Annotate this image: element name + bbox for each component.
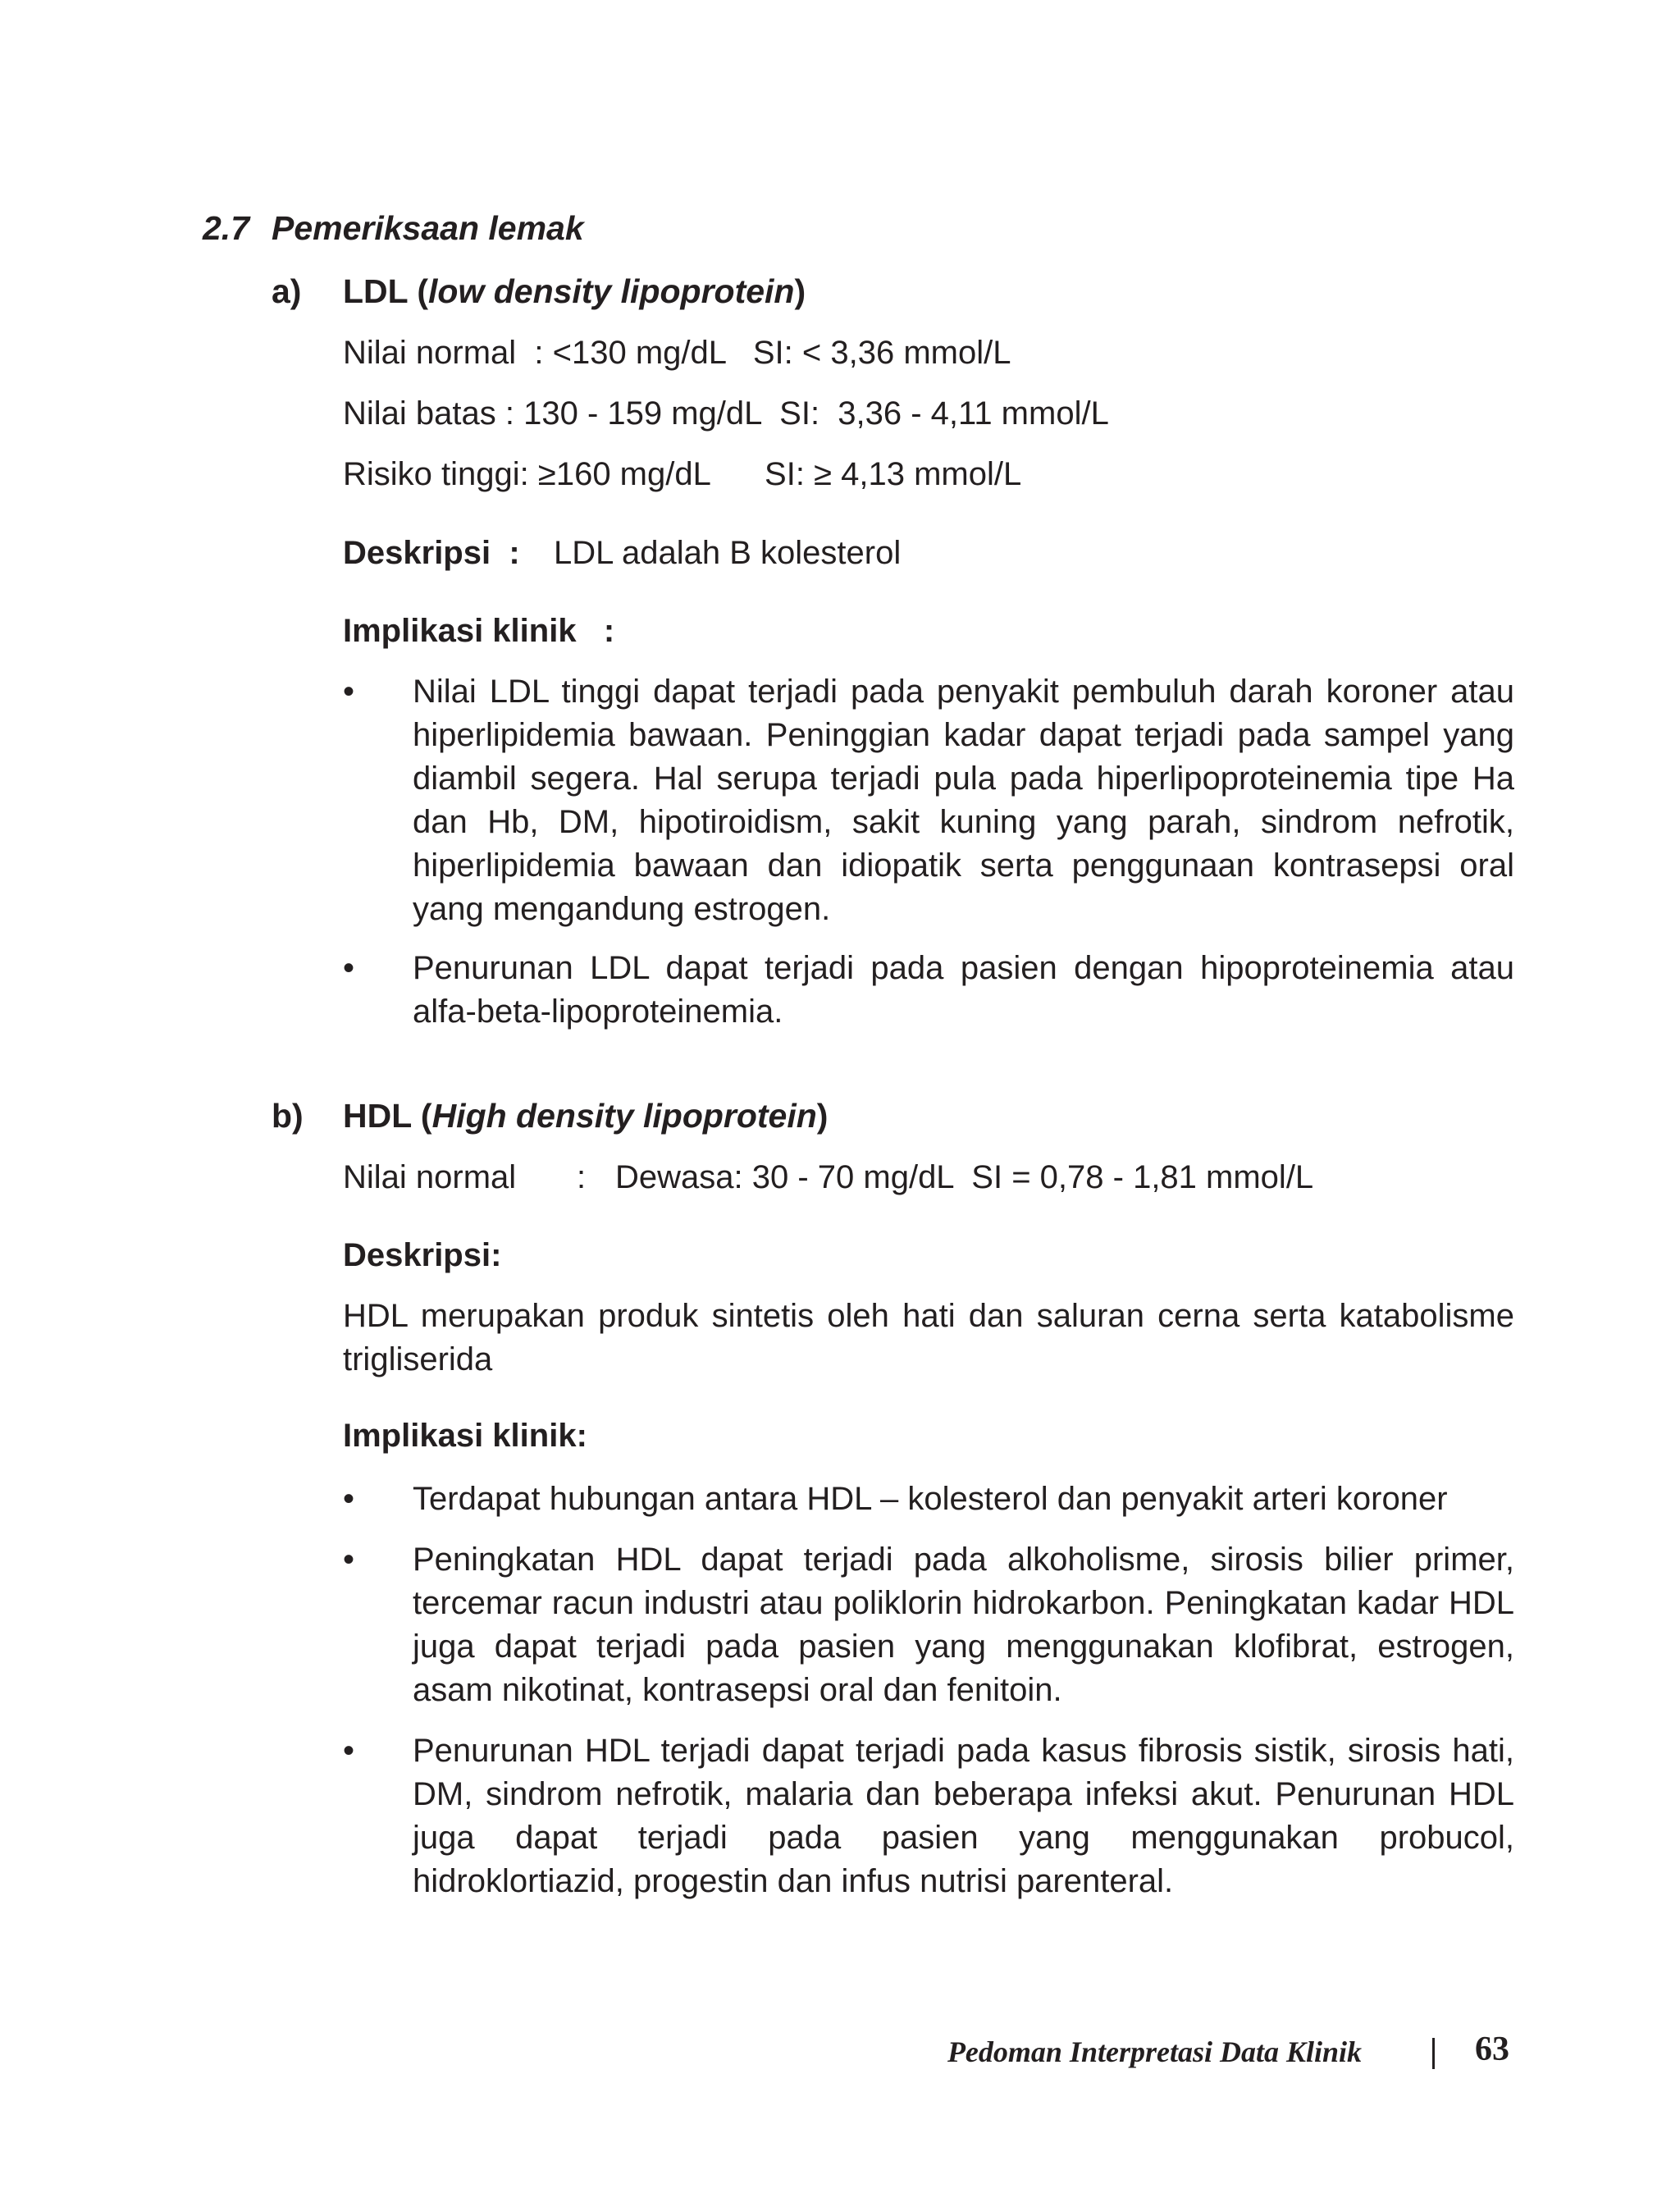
hdl-title-italic: High density lipoprotein <box>431 1097 817 1135</box>
hdl-bullet-2: • <box>343 1542 355 1578</box>
hdl-title-suffix: ) <box>816 1097 829 1135</box>
section-number: 2.7 <box>203 209 249 247</box>
ldl-title <box>343 272 806 311</box>
hdl-implication-label: Implikasi klinik: <box>343 1418 587 1454</box>
hdl-implication-3: Penurunan HDL terjadi dapat terjadi pada kasus fibrosis sistik, sirosis hati, DM, sindrom nefrotik, malaria dan beberapa infeksi akut. Penurunan HDL juga dapat terjadi pada pasien yang menggunakan probucol, hidroklortiazid, progestin dan infus nutrisi parenteral. <box>413 1733 1514 1899</box>
hdl-bullet-1: • <box>343 1481 355 1517</box>
hdl-bullet-3: • <box>343 1733 355 1769</box>
footer-book-title: Pedoman Interpretasi Data Klinik <box>947 2035 1362 2068</box>
ldl-value-borderline: Nilai batas : 130 - 159 mg/dL SI: 3,36 - 4,11 mmol/L <box>343 395 1109 432</box>
section-title: Pemeriksaan lemak <box>272 209 584 247</box>
footer-separator <box>1432 2038 1435 2069</box>
ldl-bullet-1: • <box>343 674 355 710</box>
hdl-normal-colon: : <box>577 1159 587 1195</box>
ldl-value-normal: Nilai normal : <130 mg/dL SI: < 3,36 mmol/L <box>343 335 1011 371</box>
hdl-letter: b) <box>272 1097 304 1135</box>
hdl-description-label: Deskripsi: <box>343 1237 502 1273</box>
hdl-normal-label: Nilai normal <box>343 1159 517 1195</box>
ldl-value-high-risk: Risiko tinggi: ≥160 mg/dL SI: ≥ 4,13 mmol/L <box>343 456 1022 492</box>
ldl-implication-2: Penurunan LDL dapat terjadi pada pasien dengan hipoproteinemia atau alfa-beta-lipoproteinemia. <box>413 950 1514 1030</box>
ldl-description-label: Deskripsi : <box>343 535 520 571</box>
hdl-title-prefix: HDL ( <box>343 1097 432 1135</box>
ldl-title-prefix: LDL ( <box>343 272 429 310</box>
hdl-normal-value: Dewasa: 30 - 70 mg/dL SI = 0,78 - 1,81 mmol/L <box>615 1159 1314 1195</box>
ldl-title-italic: low density lipoprotein <box>428 272 795 310</box>
hdl-description-text: HDL merupakan produk sintetis oleh hati dan saluran cerna serta katabolisme trigliserida <box>343 1298 1514 1377</box>
ldl-implication-1: Nilai LDL tinggi dapat terjadi pada penyakit pembuluh darah koroner atau hiperlipidemia bawaan. Peninggian kadar dapat terjadi pada sampel yang diambil segera. Hal serupa terjadi pula pada hiperlipoproteinemia tipe Ha dan Hb, DM, hipotiroidism, sakit kuning yang parah, sindrom nefrotik, hiperlipidemia bawaan dan idiopatik serta penggunaan kontrasepsi oral yang mengandung estrogen. <box>413 674 1514 927</box>
ldl-bullet-2: • <box>343 950 355 986</box>
hdl-title <box>343 1097 828 1135</box>
page-number: 63 <box>1475 2031 1509 2068</box>
ldl-letter: a) <box>272 272 302 310</box>
hdl-implication-2: Peningkatan HDL dapat terjadi pada alkoholisme, sirosis bilier primer, tercemar racun industri atau poliklorin hidrokarbon. Peningkatan kadar HDL juga dapat terjadi pada pasien yang menggunakan klofibrat, estrogen, asam nikotinat, kontrasepsi oral dan fenitoin. <box>413 1542 1514 1708</box>
ldl-description-text: LDL adalah B kolesterol <box>554 535 902 571</box>
ldl-title-suffix: ) <box>794 272 806 310</box>
ldl-implication-label: Implikasi klinik : <box>343 613 615 649</box>
hdl-implication-1: Terdapat hubungan antara HDL – kolesterol dan penyakit arteri koroner <box>413 1481 1448 1517</box>
